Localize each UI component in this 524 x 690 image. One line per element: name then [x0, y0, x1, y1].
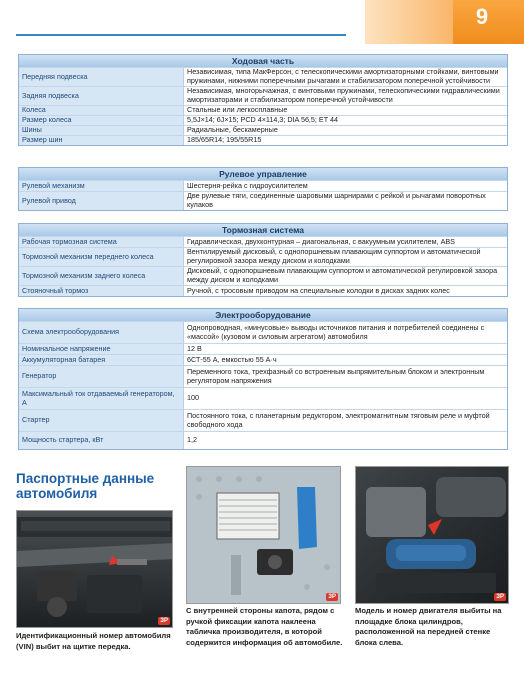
row-value: Две рулевые тяги, соединенные шаровыми шарнирами с рейкой и рычагами поворотных кулаков [187, 191, 486, 209]
row-value: Гидравлическая, двухконтурная – диагональная, с вакуумным усилителем, ABS [187, 236, 455, 246]
caption-plate: С внутренней стороны капота, рядом с ручкой фиксации капота наклеена табличка производителя, в которой содержится информация об автомобиле. [186, 606, 343, 647]
table-row [19, 285, 507, 296]
engine-bay-image [17, 511, 173, 628]
row-key: Рулевой механизм [19, 181, 184, 191]
zr-badge: ЗР [160, 618, 168, 624]
table-row [19, 115, 507, 125]
row-key: Шины [19, 126, 184, 135]
row-value: 100 [187, 393, 199, 403]
table-row [19, 365, 507, 387]
row-key: Схема электрооборудования [19, 322, 184, 343]
table-row [19, 354, 507, 365]
vin-photo [16, 510, 173, 628]
row-value: Однопроводная, «минусовые» выводы источников питания и потребителей соединены с «массой» (кузовом и силовым агрегатом) автомобиля [187, 322, 485, 341]
engine-number-photo [355, 466, 509, 604]
plate-photo [186, 466, 341, 604]
row-key: Размер колеса [19, 116, 184, 125]
row-value: Независимая, многорычажная, с винтовыми пружинами, телескопическими гидравлическими амортизаторами и стабилизатором поперечной устойчивости [187, 86, 500, 104]
table-row [19, 105, 507, 115]
table-row [19, 191, 507, 210]
electrical-title: Электрооборудование [19, 309, 507, 321]
steering-title: Рулевое управление [19, 168, 507, 180]
table-row [19, 180, 507, 191]
row-value: 1,2 [187, 435, 197, 445]
page-number: 9 [475, 4, 489, 29]
table-row [19, 343, 507, 354]
table-row [19, 266, 507, 285]
passport-title: Паспортные данные автомобиля [16, 471, 155, 501]
table-row [19, 321, 507, 343]
row-key: Мощность стартера, кВт [19, 432, 184, 449]
row-key: Задняя подвеска [19, 87, 184, 105]
table-row [19, 247, 507, 266]
row-value: Переменного тока, трехфазный со встроенным выпрямительным блоком и электронным регулятором напряжения [187, 366, 485, 385]
steering-table [18, 167, 508, 211]
row-key: Тормозной механизм заднего колеса [19, 267, 184, 285]
chassis-title: Ходовая часть [19, 55, 507, 67]
table-row [19, 409, 507, 431]
brakes-table [18, 223, 508, 297]
row-key: Размер шин [19, 136, 184, 145]
row-value: Ручной, с тросовым приводом на специальные колодки в дисках задних колес [187, 285, 450, 295]
header-rule [16, 34, 346, 36]
table-row [19, 125, 507, 135]
page-header [0, 0, 524, 44]
chassis-table [18, 54, 508, 146]
zr-badge: ЗР [328, 594, 336, 600]
row-value: Шестерня-рейка с гидроусилителем [187, 180, 308, 190]
table-row [19, 135, 507, 145]
hood-latch-handle [297, 487, 317, 549]
row-value: Постоянного тока, с планетарным редуктором, электромагнитным тяговым реле и муфтой свободного хода [187, 410, 490, 429]
caption-vin: Идентификационный номер автомобиля (VIN) выбит на щитке передка. [16, 631, 171, 651]
row-value: 12 В [187, 343, 202, 353]
row-value: Радиальные, бескамерные [187, 125, 278, 135]
row-value: Дисковый, с однопоршневым плавающим суппортом и автоматической регулировкой зазора между диском и колодками [187, 266, 498, 284]
engine-block-image [356, 467, 509, 604]
row-key: Рулевой привод [19, 192, 184, 210]
row-key: Рабочая тормозная система [19, 237, 184, 247]
row-value: Вентилируемый дисковый, с однопоршневым плавающим суппортом и автоматической регулировкой зазора между диском и колодками [187, 247, 481, 265]
row-key: Номинальное напряжение [19, 344, 184, 354]
manufacturer-plate-image [187, 467, 341, 604]
row-key: Генератор [19, 366, 184, 387]
table-row [19, 431, 507, 449]
zr-badge: ЗР [496, 594, 504, 600]
row-key: Аккумуляторная батарея [19, 355, 184, 365]
row-value: Независимая, типа МакФерсон, с телескопическими амортизаторными стойками, винтовыми пружинами, нижними поперечными рычагами и стабилизатором поперечной устойчивости [187, 67, 499, 85]
row-value: Стальные или легкосплавные [187, 105, 288, 115]
row-value: 185/65R14; 195/55R15 [187, 135, 262, 145]
brakes-title: Тормозная система [19, 224, 507, 236]
caption-engine: Модель и номер двигателя выбиты на площадке блока цилиндров, расположенной на передней стенке блока слева. [355, 606, 502, 647]
table-row [19, 86, 507, 105]
table-row [19, 67, 507, 86]
row-key: Тормозной механизм переднего колеса [19, 248, 184, 266]
row-key: Стартер [19, 410, 184, 431]
header-orange-block [365, 0, 453, 44]
row-key: Максимальный ток отдаваемый генератором, А [19, 388, 184, 409]
row-key: Стояночный тормоз [19, 286, 184, 296]
row-key: Колеса [19, 106, 184, 115]
table-row [19, 236, 507, 247]
row-value: 5,5J×14; 6J×15; PCD 4×114,3; DIA 56,5; ET 44 [187, 115, 338, 125]
row-key: Передняя подвеска [19, 68, 184, 86]
row-value: 6СТ-55 А, емкостью 55 А·ч [187, 354, 277, 364]
table-row [19, 387, 507, 409]
electrical-table [18, 308, 508, 450]
